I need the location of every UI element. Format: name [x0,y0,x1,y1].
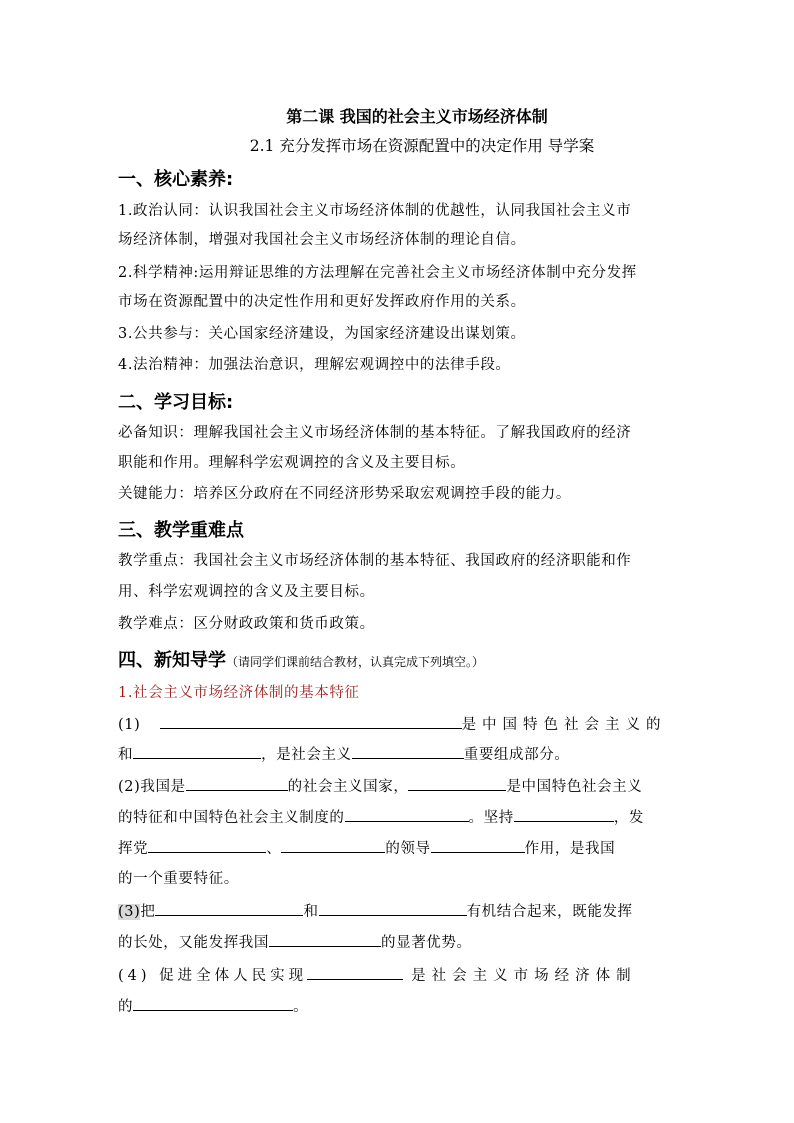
question-text: 作用，是我国 [524,841,616,857]
question-number: (1) [118,717,141,733]
question-text: 和 [118,747,134,763]
answer-blank[interactable] [133,996,293,1011]
answer-blank[interactable] [155,901,303,916]
question-text: 、 [266,841,282,857]
heading-note: （请同学们课前结合教材，认真完成下列填空。） [226,655,485,669]
subsection-title: 1.社会主义市场经济体制的基本特征 [118,685,360,701]
question-3-line-2 [118,932,674,953]
paragraph-line: 市场在资源配置中的决定性作用和更好发挥政府作用的关系。 [118,294,526,310]
answer-blank[interactable] [345,807,469,822]
paragraph-line: 1.政治认同：认识我国社会主义市场经济体制的优越性，认同我国社会主义市 [118,203,632,219]
question-text: 。 [293,999,309,1015]
question-text: (2)我国是 [118,779,186,795]
question-text: 是中国特色社会主义 [506,779,643,795]
question-4-line-2 [118,996,674,1017]
paragraph-line: 3.公共参与：关心国家经济建设，为国家经济建设出谋划策。 [118,326,526,342]
section-heading-learning-goals: 二、学习目标: [118,392,234,413]
question-text: ，是社会主义 [261,747,352,763]
question-text: 。坚持 [468,810,514,826]
paragraph-line: 教学重点：我国社会主义市场经济体制的基本特征、我国政府的经济职能和作 [118,553,632,569]
answer-blank[interactable] [148,838,266,853]
question-text: 的特征和中国特色社会主义制度的 [118,810,345,826]
answer-blank[interactable] [352,744,464,759]
question-text: 的显著优势。 [381,935,472,951]
page-subtitle: 2.1 充分发挥市场在资源配置中的决定作用 导学案 [249,137,595,155]
paragraph-line: 职能和作用。理解科学宏观调控的含义及主要目标。 [118,455,466,471]
question-1-line-2 [118,744,674,765]
section-heading-core-literacy: 一、核心素养: [118,169,234,190]
answer-blank[interactable] [160,714,462,729]
answer-blank[interactable] [269,932,381,947]
answer-blank[interactable] [281,838,385,853]
question-text: 是中国特色社会主义的 [461,717,667,733]
paragraph-line: 教学难点：区分财政政策和货币政策。 [118,616,375,632]
question-text: (4) 促进全体人民实现 [118,968,308,984]
answer-blank[interactable] [514,807,614,822]
question-4-line-1 [118,965,674,986]
answer-blank[interactable] [319,901,467,916]
question-text: 和 [303,904,319,920]
section-heading-key-points: 三、教学重难点 [118,520,244,541]
question-text: 有机结合起来，既能发挥 [466,904,633,920]
paragraph-line: 用、科学宏观调控的含义及主要目标。 [118,584,375,600]
question-text: ，发 [613,810,645,826]
question-3-line-1 [118,901,674,922]
page-title: 第二课 我国的社会主义市场经济体制 [286,107,548,126]
question-text: 的长处，又能发挥我国 [118,935,269,951]
answer-blank[interactable] [431,838,525,853]
paragraph-line: 必备知识：理解我国社会主义市场经济体制的基本特征。了解我国政府的经济 [118,425,632,441]
question-1-line-1 [118,714,674,735]
question-text: 重要组成部分。 [463,747,570,763]
paragraph-line: 场经济体制，增强对我国社会主义市场经济体制的理论自信。 [118,232,526,248]
paragraph-line: 关键能力：培养区分政府在不同经济形势采取宏观调控手段的能力。 [118,486,571,502]
question-text: 的领导 [385,841,431,857]
section-heading-new-knowledge [118,646,484,672]
question-2-line-2 [118,807,674,828]
question-2-line-4: 的一个重要特征。 [118,871,239,887]
paragraph-line: 4.法治精神：加强法治意识，理解宏观调控中的法律手段。 [118,357,511,373]
answer-blank[interactable] [186,776,288,791]
answer-blank[interactable] [133,744,261,759]
question-2-line-3 [118,838,674,859]
section-heading-text: 四、新知导学 [118,650,226,671]
question-text: 的社会主义国家， [287,779,409,795]
question-text: 是社会主义市场经济体制 [411,968,637,984]
question-text: 的 [118,999,134,1015]
question-text: 把 [140,904,156,920]
paragraph-line: 2.科学精神:运用辩证思维的方法理解在完善社会主义市场经济体制中充分发挥 [118,265,637,281]
question-text: 挥党 [118,841,149,857]
answer-blank[interactable] [408,776,506,791]
question-number: (3) [118,904,141,920]
question-2-line-1 [118,776,674,797]
answer-blank[interactable] [307,965,403,980]
